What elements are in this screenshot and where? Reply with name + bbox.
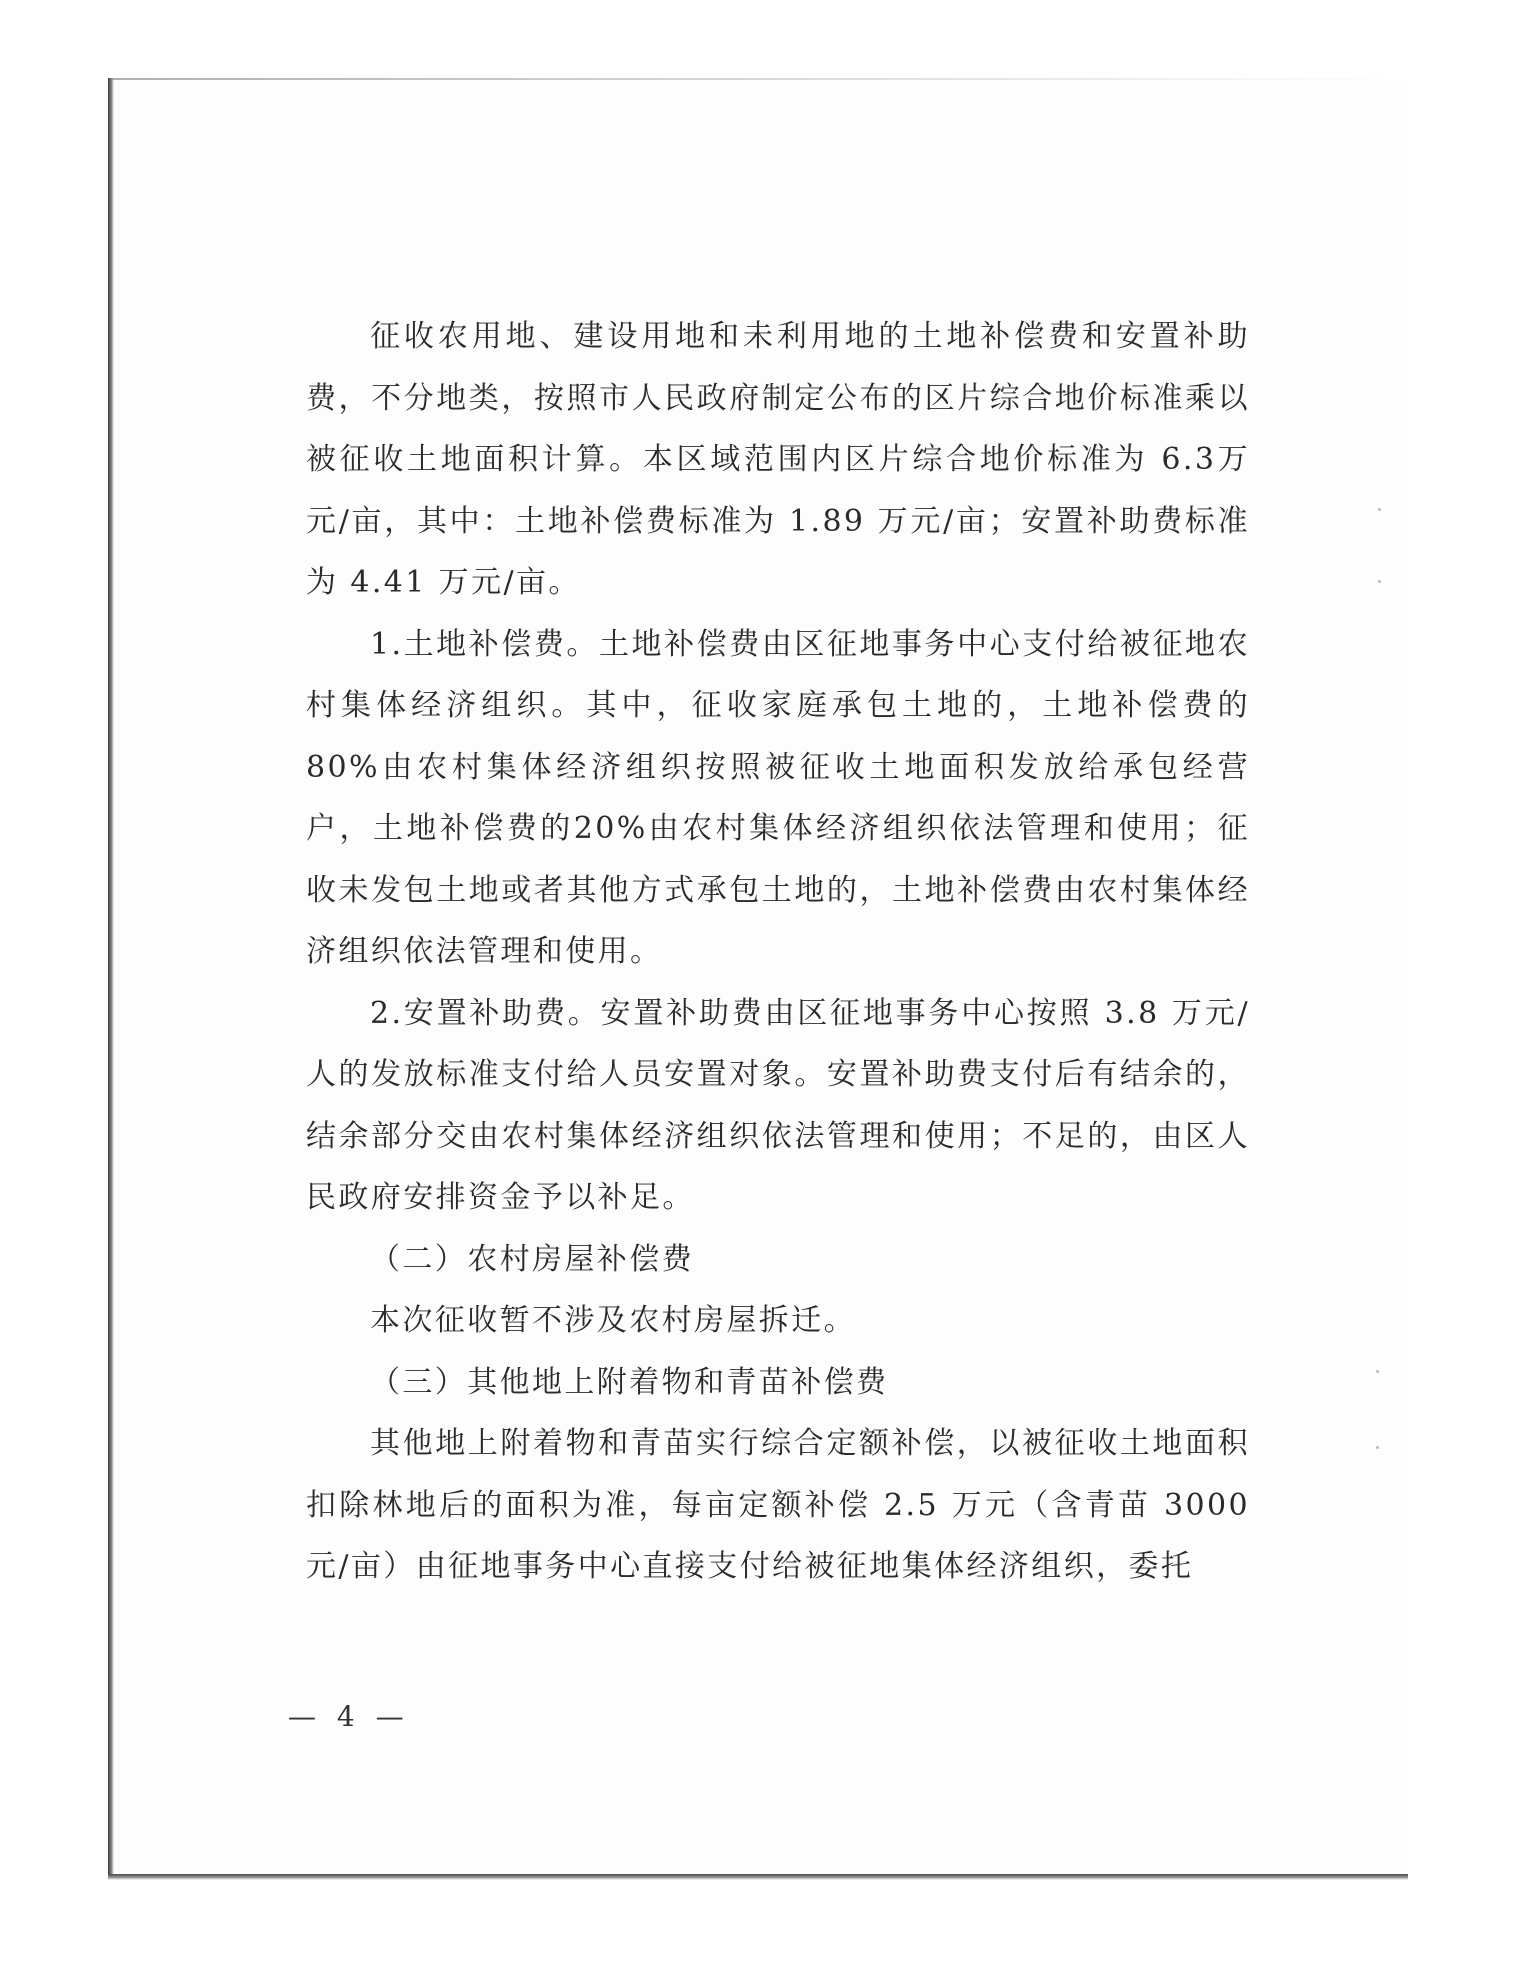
scan-speck	[1376, 1370, 1379, 1373]
scan-speck	[1376, 1446, 1379, 1449]
scan-speck	[1378, 508, 1381, 511]
paragraph-intro: 征收农用地、建设用地和未利用地的土地补偿费和安置补助费，不分地类，按照市人民政府制定公布的区片综合地价标准乘以被征收土地面积计算。本区域范围内区片综合地价标准为 6.3万元/亩，其中：土地补偿费标准为 1.89 万元/亩；安置补助费标准为 4.41 万元/亩。	[306, 319, 1250, 600]
section-heading-rural-housing: （二）农村房屋补偿费	[370, 1241, 694, 1277]
document-body	[306, 306, 1250, 1598]
paragraph-land-compensation: 1.土地补偿费。土地补偿费由区征地事务中心支付给被征地农村集体经济组织。其中，征收家庭承包土地的，土地补偿费的80%由农村集体经济组织按照被征收土地面积发放给承包经营户，土地补偿费的20%由农村集体经济组织依法管理和使用；征收未发包土地或者其他方式承包土地的，土地补偿费由农村集体经济组织依法管理和使用。	[306, 626, 1250, 969]
paragraph-attachments-crops: 其他地上附着物和青苗实行综合定额补偿，以被征收土地面积扣除林地后的面积为准，每亩定额补偿 2.5 万元（含青苗 3000元/亩）由征地事务中心直接支付给被征地集体经济组织，委托	[306, 1426, 1250, 1584]
scan-speck	[1378, 580, 1381, 583]
section-heading-attachments-crops: （三）其他地上附着物和青苗补偿费	[370, 1364, 889, 1400]
paragraph-rural-housing: 本次征收暂不涉及农村房屋拆迁。	[370, 1303, 856, 1338]
page-number: — 4 —	[288, 1700, 410, 1733]
scan-edge-bottom	[108, 1874, 1408, 1880]
paragraph-resettlement-subsidy: 2.安置补助费。安置补助费由区征地事务中心按照 3.8 万元/人的发放标准支付给人员安置对象。安置补助费支付后有结余的，结余部分交由农村集体经济组织依法管理和使用；不足的，由区人民政府安排资金予以补足。	[306, 995, 1250, 1215]
